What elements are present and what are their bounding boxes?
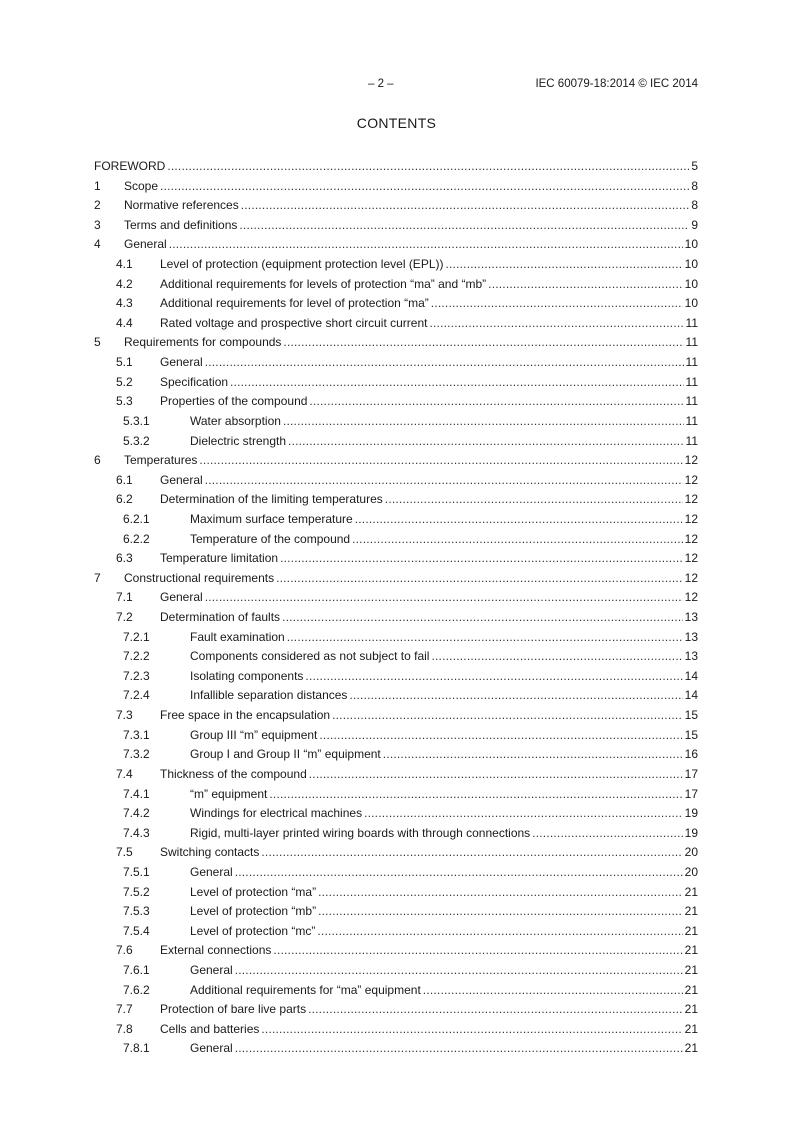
- toc-dot-leader: [283, 333, 683, 353]
- document-reference: IEC 60079-18:2014 © IEC 2014: [535, 78, 698, 90]
- toc-entry-number: 7.6: [116, 943, 133, 958]
- toc-dot-leader: [383, 745, 683, 765]
- toc-entry-number: 7.5: [116, 845, 133, 860]
- toc-entry-label: General: [190, 863, 235, 883]
- toc-entry[interactable]: [94, 392, 698, 412]
- toc-dot-leader: [355, 510, 683, 530]
- toc-dot-leader: [269, 785, 682, 805]
- toc-entry[interactable]: [94, 549, 698, 569]
- toc-entry[interactable]: [94, 843, 698, 863]
- toc-entry-number: 5.2: [116, 374, 133, 389]
- toc-entry-number: 7.6.2: [123, 982, 150, 997]
- toc-entry-number: 5: [94, 335, 101, 350]
- toc-entry-number: 7.8: [116, 1021, 133, 1036]
- toc-dot-leader: [352, 530, 683, 550]
- toc-dot-leader: [288, 432, 683, 452]
- toc-entry-number: 7.5.3: [123, 904, 150, 919]
- toc-dot-leader: [235, 1039, 683, 1059]
- toc-entry-label: Maximum surface temperature: [190, 510, 355, 530]
- toc-entry-page: 13: [683, 647, 698, 667]
- toc-entry[interactable]: [94, 490, 698, 510]
- toc-entry[interactable]: [94, 216, 698, 236]
- toc-entry-number: 1: [94, 178, 101, 193]
- toc-dot-leader: [205, 471, 683, 491]
- toc-dot-leader: [317, 922, 682, 942]
- toc-entry-label: Level of protection “mb”: [190, 902, 318, 922]
- toc-entry[interactable]: [94, 510, 698, 530]
- toc-entry-label: Requirements for compounds: [124, 333, 283, 353]
- toc-entry[interactable]: [94, 647, 698, 667]
- toc-entry-page: 14: [683, 667, 698, 687]
- toc-entry-page: 11: [684, 373, 698, 393]
- toc-entry-label: General: [160, 471, 205, 491]
- toc-entry-number: 7.7: [116, 1002, 133, 1017]
- toc-entry-page: 5: [689, 157, 698, 177]
- toc-entry-label: Group I and Group II “m” equipment: [190, 745, 383, 765]
- toc-entry-label: Isolating components: [190, 667, 305, 687]
- toc-entry-number: 7.4: [116, 766, 133, 781]
- toc-entry-label: Level of protection “mc”: [190, 922, 317, 942]
- toc-entry-number: 5.3.2: [123, 433, 150, 448]
- toc-entry-number: 6.1: [116, 472, 133, 487]
- toc-entry-page: 10: [683, 235, 698, 255]
- toc-entry-number: 2: [94, 198, 101, 213]
- toc-dot-leader: [241, 196, 690, 216]
- toc-entry[interactable]: [94, 177, 698, 197]
- toc-dot-leader: [283, 412, 684, 432]
- toc-entry-page: 12: [683, 569, 698, 589]
- toc-entry-number: 7.4.1: [123, 786, 150, 801]
- toc-entry-label: Additional requirements for levels of protection “ma” and “mb”: [160, 275, 488, 295]
- toc-entry-label: Components considered as not subject to fail: [190, 647, 431, 667]
- toc-entry-label: Terms and definitions: [124, 216, 239, 236]
- toc-entry-label: Protection of bare live parts: [160, 1000, 308, 1020]
- toc-entry[interactable]: [94, 667, 698, 687]
- toc-entry[interactable]: [94, 961, 698, 981]
- toc-entry-number: 7.6.1: [123, 962, 150, 977]
- toc-entry-page: 14: [683, 686, 698, 706]
- toc-entry-number: 5.3.1: [123, 413, 150, 428]
- toc-entry-number: 5.1: [116, 355, 133, 370]
- toc-entry[interactable]: [94, 981, 698, 1001]
- toc-entry-page: 17: [683, 765, 698, 785]
- toc-entry-page: 20: [683, 843, 698, 863]
- toc-entry-number: 7.5.2: [123, 884, 150, 899]
- toc-entry[interactable]: [94, 157, 698, 177]
- toc-entry-page: 16: [683, 745, 698, 765]
- toc-entry-page: 12: [683, 510, 698, 530]
- toc-dot-leader: [431, 647, 682, 667]
- toc-entry[interactable]: [94, 235, 698, 255]
- toc-entry[interactable]: [94, 1020, 698, 1040]
- toc-entry-number: 7.2.2: [123, 649, 150, 664]
- toc-entry-number: 4.3: [116, 296, 133, 311]
- toc-entry-page: 13: [683, 608, 698, 628]
- toc-entry[interactable]: [94, 353, 698, 373]
- toc-entry[interactable]: [94, 530, 698, 550]
- toc-entry-number: 3: [94, 217, 101, 232]
- page-header: [0, 78, 793, 94]
- table-of-contents: [94, 157, 698, 1059]
- toc-dot-leader: [261, 843, 682, 863]
- toc-entry[interactable]: [94, 588, 698, 608]
- toc-entry-number: 6: [94, 453, 101, 468]
- toc-entry[interactable]: [94, 451, 698, 471]
- toc-dot-leader: [167, 157, 689, 177]
- toc-entry-label: “m” equipment: [190, 785, 269, 805]
- toc-entry-number: 6.3: [116, 551, 133, 566]
- toc-entry[interactable]: [94, 804, 698, 824]
- toc-entry-page: 10: [683, 294, 698, 314]
- toc-entry-label: Determination of the limiting temperatures: [160, 490, 385, 510]
- toc-dot-leader: [287, 628, 683, 648]
- toc-dot-leader: [261, 1020, 682, 1040]
- toc-entry-label: Cells and batteries: [160, 1020, 261, 1040]
- toc-dot-leader: [309, 765, 683, 785]
- toc-entry-page: 20: [683, 863, 698, 883]
- toc-entry-page: 21: [683, 1039, 698, 1059]
- toc-entry-label: Dielectric strength: [190, 432, 288, 452]
- toc-dot-leader: [309, 392, 683, 412]
- toc-dot-leader: [280, 549, 683, 569]
- toc-entry-page: 11: [684, 432, 698, 452]
- toc-entry-label: Switching contacts: [160, 843, 261, 863]
- toc-entry[interactable]: [94, 1039, 698, 1059]
- toc-dot-leader: [431, 294, 683, 314]
- toc-entry-page: 21: [683, 902, 698, 922]
- toc-entry-page: 13: [683, 628, 698, 648]
- toc-entry[interactable]: [94, 785, 698, 805]
- toc-entry-number: 7.3.2: [123, 747, 150, 762]
- toc-entry-number: 7.8.1: [123, 1041, 150, 1056]
- toc-entry-page: 21: [683, 961, 698, 981]
- toc-entry-page: 10: [683, 275, 698, 295]
- toc-entry[interactable]: [94, 1000, 698, 1020]
- toc-entry-page: 12: [683, 549, 698, 569]
- toc-entry-label: Water absorption: [190, 412, 283, 432]
- toc-entry-label: Scope: [124, 177, 160, 197]
- toc-entry[interactable]: [94, 628, 698, 648]
- toc-entry-number: 7.2.1: [123, 629, 150, 644]
- toc-entry-page: 17: [683, 785, 698, 805]
- toc-entry-label: General: [190, 1039, 235, 1059]
- toc-entry-label: Temperatures: [124, 451, 199, 471]
- toc-entry-page: 11: [684, 314, 698, 334]
- toc-entry-label: Group III “m” equipment: [190, 726, 319, 746]
- toc-entry-number: 7.2: [116, 610, 133, 625]
- toc-dot-leader: [332, 706, 683, 726]
- toc-entry-label: Normative references: [124, 196, 241, 216]
- toc-entry-number: 7.5.4: [123, 923, 150, 938]
- toc-entry-label: Rigid, multi-layer printed wiring boards with through connections: [190, 824, 532, 844]
- toc-entry-page: 19: [683, 824, 698, 844]
- toc-entry-page: 12: [683, 490, 698, 510]
- toc-entry-number: 4.4: [116, 315, 133, 330]
- page-title: CONTENTS: [356, 115, 437, 131]
- toc-entry[interactable]: [94, 726, 698, 746]
- toc-entry-label: FOREWORD: [94, 157, 167, 177]
- toc-entry-label: Thickness of the compound: [160, 765, 309, 785]
- toc-entry-page: 8: [689, 177, 698, 197]
- toc-dot-leader: [349, 686, 682, 706]
- toc-entry-label: Temperature limitation: [160, 549, 280, 569]
- toc-entry-page: 15: [683, 706, 698, 726]
- page-number: – 2 –: [368, 78, 394, 90]
- toc-entry-label: General: [190, 961, 235, 981]
- toc-entry-number: 6.2.1: [123, 511, 150, 526]
- toc-entry-number: 7.2.3: [123, 668, 150, 683]
- toc-entry[interactable]: [94, 412, 698, 432]
- toc-entry-label: Temperature of the compound: [190, 530, 352, 550]
- toc-dot-leader: [318, 883, 683, 903]
- toc-entry[interactable]: [94, 275, 698, 295]
- toc-dot-leader: [199, 451, 682, 471]
- toc-entry-number: 4.1: [116, 257, 133, 272]
- toc-entry-label: Level of protection “ma”: [190, 883, 318, 903]
- toc-entry-number: 6.2: [116, 492, 133, 507]
- toc-entry-label: Rated voltage and prospective short circuit current: [160, 314, 429, 334]
- toc-dot-leader: [205, 353, 684, 373]
- toc-entry-number: 7.2.4: [123, 688, 150, 703]
- toc-entry[interactable]: [94, 314, 698, 334]
- toc-entry-page: 21: [683, 1000, 698, 1020]
- toc-entry-page: 21: [683, 981, 698, 1001]
- toc-entry[interactable]: [94, 883, 698, 903]
- toc-entry-page: 8: [689, 196, 698, 216]
- toc-entry-page: 21: [683, 941, 698, 961]
- toc-entry-number: 6.2.2: [123, 531, 150, 546]
- toc-entry[interactable]: [94, 765, 698, 785]
- toc-entry-page: 11: [684, 392, 698, 412]
- toc-dot-leader: [273, 941, 682, 961]
- toc-dot-leader: [276, 569, 683, 589]
- toc-entry[interactable]: [94, 255, 698, 275]
- toc-entry-page: 11: [684, 412, 698, 432]
- toc-entry[interactable]: [94, 294, 698, 314]
- toc-dot-leader: [445, 255, 682, 275]
- toc-entry-page: 11: [684, 353, 698, 373]
- toc-entry-page: 15: [683, 726, 698, 746]
- toc-dot-leader: [205, 588, 683, 608]
- toc-dot-leader: [318, 902, 683, 922]
- toc-entry-label: Windings for electrical machines: [190, 804, 364, 824]
- toc-dot-leader: [235, 863, 683, 883]
- toc-entry-page: 12: [683, 530, 698, 550]
- toc-entry-label: Specification: [160, 373, 230, 393]
- toc-entry[interactable]: [94, 373, 698, 393]
- toc-entry[interactable]: [94, 824, 698, 844]
- toc-entry-page: 12: [683, 451, 698, 471]
- toc-entry-page: 12: [683, 588, 698, 608]
- toc-dot-leader: [385, 490, 683, 510]
- toc-entry-label: Properties of the compound: [160, 392, 309, 412]
- toc-entry-page: 21: [683, 922, 698, 942]
- toc-entry-label: Fault examination: [190, 628, 287, 648]
- toc-entry-number: 5.3: [116, 394, 133, 409]
- toc-entry[interactable]: [94, 902, 698, 922]
- toc-dot-leader: [364, 804, 683, 824]
- toc-entry[interactable]: [94, 745, 698, 765]
- toc-entry-page: 21: [683, 1020, 698, 1040]
- toc-entry-label: Infallible separation distances: [190, 686, 349, 706]
- toc-entry-number: 7.1: [116, 590, 133, 605]
- toc-entry[interactable]: [94, 706, 698, 726]
- toc-dot-leader: [235, 961, 683, 981]
- toc-entry-number: 4: [94, 237, 101, 252]
- toc-dot-leader: [488, 275, 682, 295]
- toc-entry[interactable]: [94, 196, 698, 216]
- toc-entry-page: 11: [684, 333, 698, 353]
- toc-entry[interactable]: [94, 569, 698, 589]
- toc-entry-number: 7: [94, 570, 101, 585]
- toc-dot-leader: [308, 1000, 683, 1020]
- toc-entry-page: 10: [683, 255, 698, 275]
- toc-entry-number: 7.3.1: [123, 727, 150, 742]
- toc-entry[interactable]: [94, 922, 698, 942]
- toc-entry-label: Additional requirements for “ma” equipment: [190, 981, 423, 1001]
- toc-dot-leader: [282, 608, 683, 628]
- toc-entry-number: 7.3: [116, 708, 133, 723]
- toc-entry-label: General: [160, 353, 205, 373]
- toc-entry[interactable]: [94, 333, 698, 353]
- toc-dot-leader: [160, 177, 689, 197]
- toc-entry-page: 21: [683, 883, 698, 903]
- toc-entry-page: 9: [689, 216, 698, 236]
- toc-entry-label: General: [160, 588, 205, 608]
- toc-dot-leader: [429, 314, 683, 334]
- toc-dot-leader: [532, 824, 682, 844]
- toc-dot-leader: [169, 235, 683, 255]
- toc-entry-label: External connections: [160, 941, 273, 961]
- toc-entry-label: Free space in the encapsulation: [160, 706, 332, 726]
- toc-entry[interactable]: [94, 863, 698, 883]
- toc-dot-leader: [423, 981, 683, 1001]
- toc-dot-leader: [305, 667, 682, 687]
- toc-entry-label: Constructional requirements: [124, 569, 276, 589]
- toc-entry[interactable]: [94, 608, 698, 628]
- toc-entry-number: 4.2: [116, 276, 133, 291]
- toc-entry[interactable]: [94, 471, 698, 491]
- toc-entry-number: 7.4.3: [123, 825, 150, 840]
- toc-entry-label: General: [124, 235, 169, 255]
- toc-entry-number: 7.4.2: [123, 806, 150, 821]
- toc-entry-label: Additional requirements for level of protection “ma”: [160, 294, 431, 314]
- toc-dot-leader: [239, 216, 689, 236]
- toc-entry-label: Level of protection (equipment protection level (EPL)): [160, 255, 445, 275]
- toc-entry[interactable]: [94, 432, 698, 452]
- toc-entry[interactable]: [94, 686, 698, 706]
- toc-entry-label: Determination of faults: [160, 608, 282, 628]
- toc-dot-leader: [230, 373, 683, 393]
- toc-entry-number: 7.5.1: [123, 864, 150, 879]
- toc-dot-leader: [319, 726, 682, 746]
- toc-entry-page: 19: [683, 804, 698, 824]
- toc-entry-page: 12: [683, 471, 698, 491]
- toc-entry[interactable]: [94, 941, 698, 961]
